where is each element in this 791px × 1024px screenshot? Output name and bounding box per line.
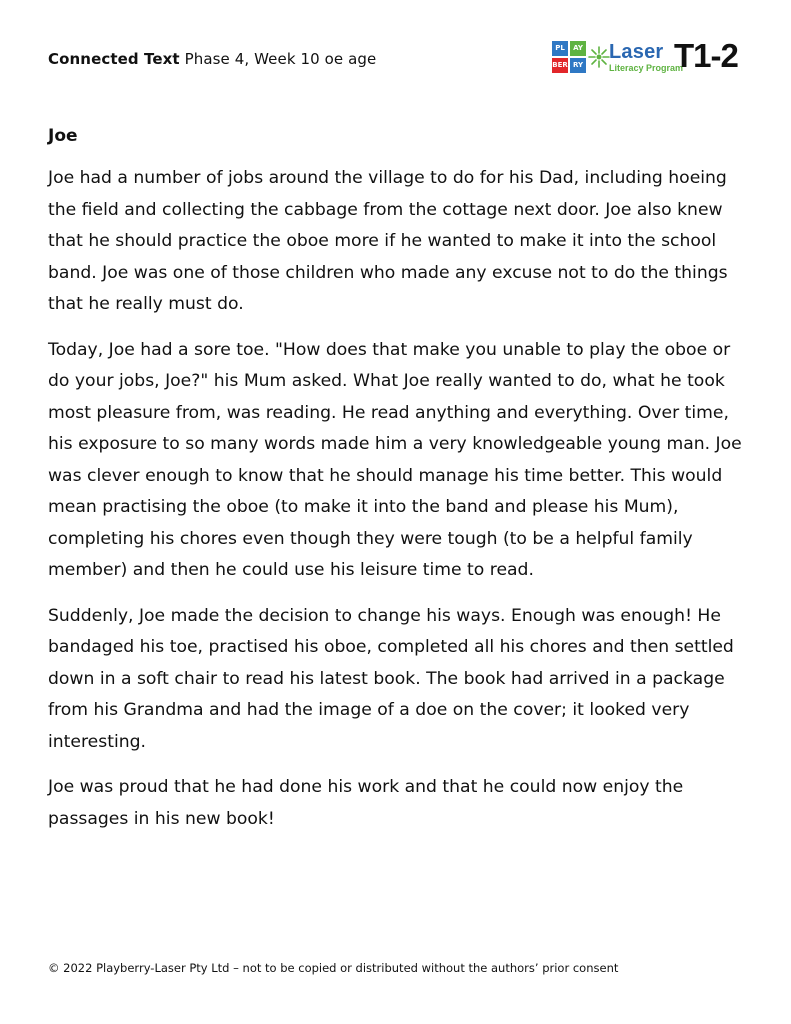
header-subtitle: Phase 4, Week 10 oe age	[179, 50, 377, 68]
story-paragraph: Joe was proud that he had done his work and that he could now enjoy the passages in his new book!	[48, 777, 684, 829]
logo-cell: AY	[570, 41, 586, 56]
story-paragraph: Suddenly, Joe made the decision to change his ways. Enough was enough! He bandaged his toe, practised his oboe, completed all his chores and then settled down in a soft chair to read his latest book. The book had arrived in a package from his Grandma and had the image of a doe on the cover; it looked very interesting.	[48, 605, 734, 752]
logo-cell: RY	[570, 58, 586, 73]
level-label: T1-2	[674, 37, 738, 74]
story-body	[48, 163, 754, 849]
header-bold-label: Connected Text	[48, 50, 180, 68]
story-paragraph: Joe had a number of jobs around the village to do for his Dad, including hoeing the field and collecting the cabbage from the cottage next door. Joe also knew that he should practice the oboe more if he wanted to make it into the school band. Joe was one of those children who made any excuse not to do the things that he really must do.	[48, 168, 728, 314]
story-paragraph: Today, Joe had a sore toe. "How does that make you unable to play the oboe or do your jobs, Joe?" his Mum asked. What Joe really wanted to do, what he took most pleasure from, was reading. He read anything and everything. Over time, his exposure to so many words made him a very knowledgeable young man. Joe was clever enough to know that he should manage his time better. This would mean practising the oboe (to make it into the band and please his Mum), completing his chores even though they were tough (to be a helpful family member) and then he could use his leisure time to read.	[48, 339, 742, 580]
laser-logo	[552, 37, 742, 75]
logo-cell: BER	[552, 58, 568, 73]
story-title: Joe	[48, 126, 78, 146]
laser-burst-icon	[588, 46, 610, 68]
laser-brand-text: Laser	[609, 41, 664, 63]
page-header	[48, 50, 376, 68]
playberry-grid-icon	[552, 41, 586, 74]
copyright-footer: © 2022 Playberry-Laser Pty Ltd – not to be copied or distributed without the authors’ prior consent	[48, 961, 619, 975]
logo-cell: PL	[552, 41, 568, 56]
laser-subtitle-text: Literacy Program	[609, 63, 684, 73]
